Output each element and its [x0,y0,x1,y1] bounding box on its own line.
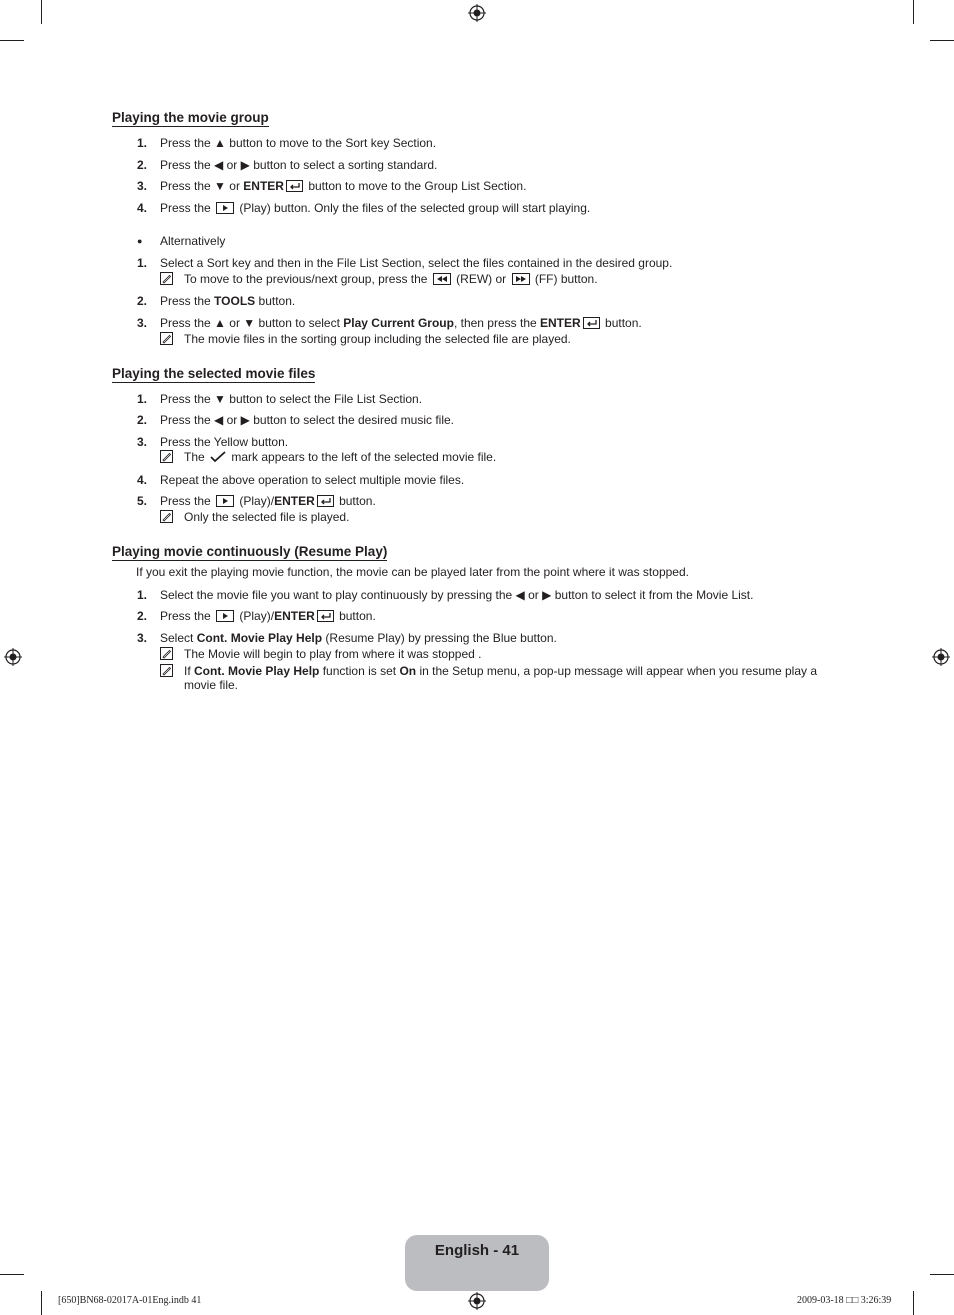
checkmark-icon [210,451,226,463]
step-text: Select Cont. Movie Play Help (Resume Play) by pressing the Blue button. [160,631,557,645]
step-text: Select the movie file you want to play continuously by pressing the ◀ or ▶ button to select it from the Movie List. [160,588,754,602]
step-text: Press the (Play)/ENTER button. [160,609,376,623]
crop-mark [913,1291,914,1315]
step-number: 3. [137,631,148,645]
step-number: 2. [137,609,148,623]
step-text: Press the TOOLS button. [160,294,296,308]
registration-mark-icon [468,1292,486,1310]
step-number: 3. [137,435,148,449]
crop-mark [41,0,42,24]
fast-forward-icon [512,273,530,285]
note-text: The mark appears to the left of the selected movie file. [184,450,497,464]
left-arrow-icon: ◀ [515,588,525,602]
step-text: Press the ▲ or ▼ button to select Play Current Group, then press the ENTER button. [160,316,642,330]
crop-mark [41,1291,42,1315]
down-arrow-icon: ▼ [214,392,226,406]
note-text: The movie files in the sorting group including the selected file are played. [184,332,571,346]
play-icon [216,610,234,622]
step-number: 2. [137,158,148,172]
step-text: Press the (Play)/ENTER button. [160,494,376,508]
right-arrow-icon: ▶ [240,158,250,172]
note-text-continued: movie file. [184,678,239,692]
enter-icon [317,610,334,622]
note-icon [160,647,173,660]
note-text: To move to the previous/next group, press the (REW) or (FF) button. [184,272,598,286]
enter-icon [583,317,600,329]
registration-mark-icon [468,4,486,22]
note-icon [160,510,173,523]
step-text: Press the ▼ button to select the File List Section. [160,392,423,406]
section-heading: Playing the selected movie files [112,366,316,381]
rewind-icon [433,273,451,285]
down-arrow-icon: ▼ [243,316,256,330]
step-text: Select a Sort key and then in the File List Section, select the files contained in the desired group. [160,256,673,270]
left-arrow-icon: ◀ [214,158,224,172]
step-number: 2. [137,294,148,308]
up-arrow-icon: ▲ [214,316,226,330]
enter-icon [286,180,303,192]
up-arrow-icon: ▲ [214,136,226,150]
note-icon [160,450,173,463]
intro-paragraph: If you exit the playing movie function, the movie can be played later from the point where it was stopped. [136,565,689,579]
crop-mark [0,40,24,41]
page-number-label: English - 41 [434,1242,520,1259]
step-text: Press the ▲ button to move to the Sort key Section. [160,136,437,150]
step-number: 4. [137,473,148,487]
step-number: 1. [137,256,148,270]
step-text: Press the ▼ or ENTER button to move to the Group List Section. [160,179,527,193]
note-icon [160,664,173,677]
step-number: 1. [137,136,148,150]
note-text: Only the selected file is played. [184,510,350,524]
step-text: Press the Yellow button. [160,435,289,449]
bullet-icon: ● [137,236,143,246]
step-number: 3. [137,316,148,330]
note-text: If Cont. Movie Play Help function is set On in the Setup menu, a pop-up message will appear when you resume play a [184,664,818,678]
registration-mark-icon [932,648,950,666]
step-text: Press the ◀ or ▶ button to select a sorting standard. [160,158,438,172]
step-number: 2. [137,413,148,427]
section-heading: Playing the movie group [112,110,269,125]
right-arrow-icon: ▶ [542,588,552,602]
note-icon [160,332,173,345]
crop-mark [913,0,914,24]
print-slug-left: [650]BN68-02017A-01Eng.indb 41 [58,1295,202,1306]
step-number: 1. [137,588,148,602]
step-number: 3. [137,179,148,193]
note-icon [160,272,173,285]
play-icon [216,495,234,507]
right-arrow-icon: ▶ [240,413,250,427]
step-number: 1. [137,392,148,406]
step-number: 4. [137,201,148,215]
crop-mark [930,40,954,41]
down-arrow-icon: ▼ [214,179,226,193]
print-slug-right: 2009-03-18 □□ 3:26:39 [797,1295,892,1306]
note-text: The Movie will begin to play from where it was stopped . [184,647,482,661]
step-text: Press the ◀ or ▶ button to select the desired music file. [160,413,454,427]
crop-mark [0,1274,24,1275]
crop-mark [930,1274,954,1275]
step-text: Repeat the above operation to select multiple movie files. [160,473,465,487]
enter-icon [317,495,334,507]
bullet-text: Alternatively [160,234,226,248]
left-arrow-icon: ◀ [214,413,224,427]
play-icon [216,202,234,214]
step-number: 5. [137,494,148,508]
registration-mark-icon [4,648,22,666]
section-heading: Playing movie continuously (Resume Play) [112,544,388,559]
step-text: Press the (Play) button. Only the files of the selected group will start playing. [160,201,591,215]
